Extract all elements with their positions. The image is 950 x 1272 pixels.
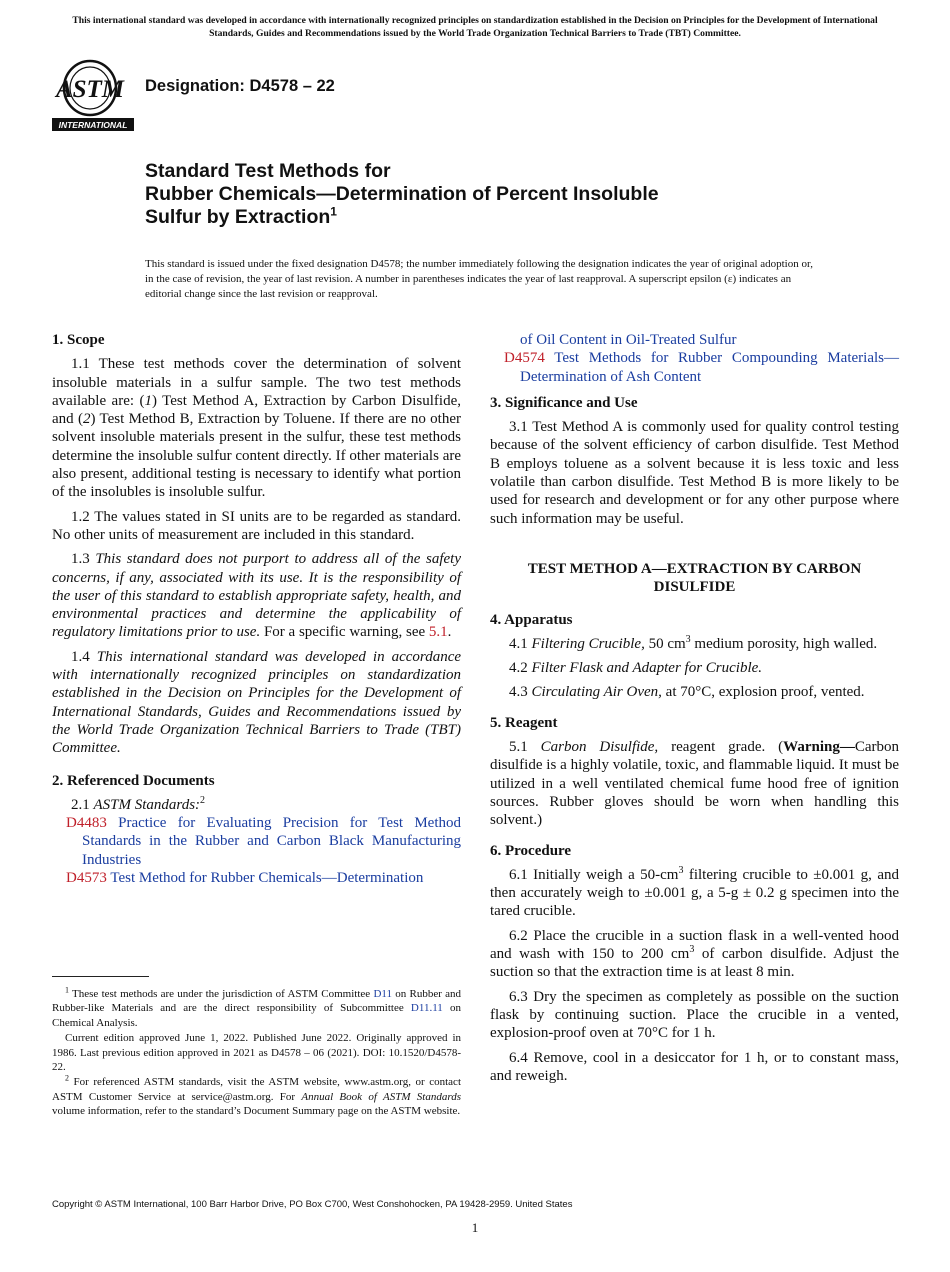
footnote-2: $^2$ For referenced ASTM standards, visit the ASTM website, www.astm.org, or contact ASTM Customer Service at service@astm.org. For Annual Book of ASTM Standards volume information, refer to the standard’s Document Summary page on the ASTM website.: [52, 1073, 461, 1118]
footnotes: [52, 987, 461, 1120]
apparatus-4-2: 4.2 Filter Flask and Adapter for Crucible.: [509, 660, 763, 677]
ref-title[interactable]: Test Method for Rubber Chemicals—Determination: [110, 870, 424, 887]
procedure-6-2: 6.2 Place the crucible in a suction flask in a well-vented hood and wash with 150 to 200 $cm^3$ of carbon disulfide. Adjust the suction so that the extraction time is at least 8 min.: [490, 927, 899, 981]
issued-note: This standard is issued under the fixed designation D4578; the number immediately following the designation indicates the year of original adoption or, in the case of revision, the year of last revision. A number in parentheses indicates the year of last reapproval. A superscript epsilon (ε) indicates an editorial change since the last revision or reapproval.: [145, 258, 813, 300]
logo-caption: INTERNATIONAL: [58, 120, 128, 130]
ref-item[interactable]: [52, 814, 461, 869]
page-number: 1: [471, 1220, 479, 1235]
ref-code[interactable]: D4573: [66, 870, 107, 887]
header-notice: This international standard was developed in accordance with internationally recognized principles on standardization established in the Decision on Principles for the Development of International Standards, Guides and Recommendations issued by the World Trade Organization Technical Barriers to Trade (TBT) Committee.: [72, 15, 878, 39]
left-column: [52, 331, 461, 887]
ref-title-continued[interactable]: of Oil Content in Oil-Treated Sulfur: [520, 332, 737, 348]
astm-logo-mark: [52, 58, 134, 132]
section-significance-heading: 3. Significance and Use: [490, 394, 638, 411]
logo-letters: ASTM: [55, 76, 125, 103]
scope-1-2: 1.2 The values stated in SI units are to be regarded as standard. No other units of measurement are included in this standard.: [52, 508, 461, 543]
right-column: [490, 331, 899, 1091]
title-footnote-mark: 1: [330, 204, 337, 219]
method-a-heading: TEST METHOD A—EXTRACTION BY CARBON DISULFIDE: [527, 560, 862, 596]
ref-item-continued[interactable]: [490, 331, 899, 349]
footnote-1-edition: Current edition approved June 1, 2022. Published June 2022. Originally approved in 1986. Last previous edition approved in 2021 as D4578 – 06 (2021). DOI: 10.1520/D4578-22.: [52, 1032, 461, 1074]
reagent-5-1: 5.1 Carbon Disulfide, reagent grade. (Warning—Carbon disulfide is a highly volatile, toxic, and flammable liquid. It must be utilized in a well ventilated chemical fume hood free of ignition sources. Rubber gloves should be worn when handling this solvent.): [490, 739, 899, 829]
copyright: Copyright © ASTM International, 100 Barr Harbor Drive, PO Box C700, West Conshohocken, PA 19428-2959. United States: [52, 1199, 573, 1210]
referenced-2-1: 2.1 ASTM Standards:$^2$: [71, 794, 206, 813]
designation: Designation: D4578 – 22: [145, 77, 335, 95]
ref-item[interactable]: [52, 869, 461, 887]
section-referenced-heading: 2. Referenced Documents: [52, 772, 215, 789]
section-scope-heading: 1. Scope: [52, 332, 105, 348]
section-procedure-heading: 6. Procedure: [490, 842, 572, 859]
ref-code[interactable]: D4483: [66, 815, 107, 832]
document-title: [145, 160, 659, 229]
scope-1-1: 1.1 These test methods cover the determination of solvent insoluble materials in a sulfur sample. The two test methods available are: (1) Test Method A, Extraction by Carbon Disulfide, and (2) Test Method B, Extraction by Toluene. If there are no other solvent insoluble materials present in the sulfur, these test methods determine the insoluble sulfur content directly. If other materials are also present, additional testing is necessary to identify what portion of the insolubles is insoluble sulfur.: [52, 356, 461, 501]
ref-code[interactable]: D4574: [504, 350, 545, 367]
procedure-6-1: 6.1 Initially weigh a $50-cm^3$ filtering crucible to ±0.001 g, and then accurately weigh to ±0.001 g, a 5-g ± 0.2 g specimen into the tared crucible.: [490, 864, 899, 920]
link-committee-d11[interactable]: D11: [373, 988, 392, 1000]
footnote-divider: [52, 976, 149, 977]
title-line-1: Standard Test Methods for: [145, 160, 391, 182]
ref-title[interactable]: Test Methods for Rubber Compounding Materials—Determination of Ash Content: [520, 350, 899, 385]
title-line-2: Rubber Chemicals—Determination of Percent Insoluble: [145, 183, 659, 205]
procedure-6-3: 6.3 Dry the specimen as completely as possible on the suction flask by continuing suction. Place the crucible in a vented, explosion-proof oven at 70°C for 1 h.: [490, 988, 899, 1042]
apparatus-4-1: 4.1 Filtering Crucible, 50 $cm^3$ medium porosity, high walled.: [509, 633, 878, 652]
title-line-3: Sulfur by Extraction: [145, 206, 331, 228]
ref-title[interactable]: Practice for Evaluating Precision for Test Method Standards in the Rubber and Carbon Black Manufacturing Industries: [82, 815, 462, 868]
apparatus-4-3: 4.3 Circulating Air Oven, at 70°C, explosion proof, vented.: [509, 684, 865, 701]
significance-3-1: 3.1 Test Method A is commonly used for quality control testing because of the solvent efficiency of carbon disulfide. Test Method B employs toluene as a solvent because it is less toxic and less volatile than carbon disulfide. Test Method B is more likely to be used for research and development or for any other purpose where such information may be useful.: [490, 419, 899, 527]
link-subcommittee-d11-11[interactable]: D11.11: [410, 1002, 443, 1015]
scope-1-3: 1.3 This standard does not purport to address all of the safety concerns, if any, associated with its use. It is the responsibility of the user of this standard to establish appropriate safety, health, and environmental practices and determine the applicability of regulatory limitations prior to use. For a specific warning, see 5.1.: [52, 551, 462, 641]
astm-logo: [52, 58, 134, 132]
scope-1-4: 1.4 This international standard was developed in accordance with internationally recognized principles on standardization established in the Decision on Principles for the Development of International Standards, Guides and Recommendations issued by the World Trade Organization Technical Barriers to Trade (TBT) Committee.: [52, 648, 462, 757]
ref-item[interactable]: [490, 349, 899, 386]
procedure-6-4: 6.4 Remove, cool in a desiccator for 1 h, or to constant mass, and reweigh.: [490, 1049, 899, 1084]
link-section-5-1[interactable]: 5.1: [428, 624, 448, 641]
footnote-1: $^1$ These test methods are under the jurisdiction of ASTM Committee D11 on Rubber and Rubber-like Materials and are the direct responsibility of Subcommittee D11.11 on Chemical Analysis.: [52, 985, 462, 1029]
section-apparatus-heading: 4. Apparatus: [490, 611, 573, 628]
section-reagent-heading: 5. Reagent: [490, 714, 558, 731]
